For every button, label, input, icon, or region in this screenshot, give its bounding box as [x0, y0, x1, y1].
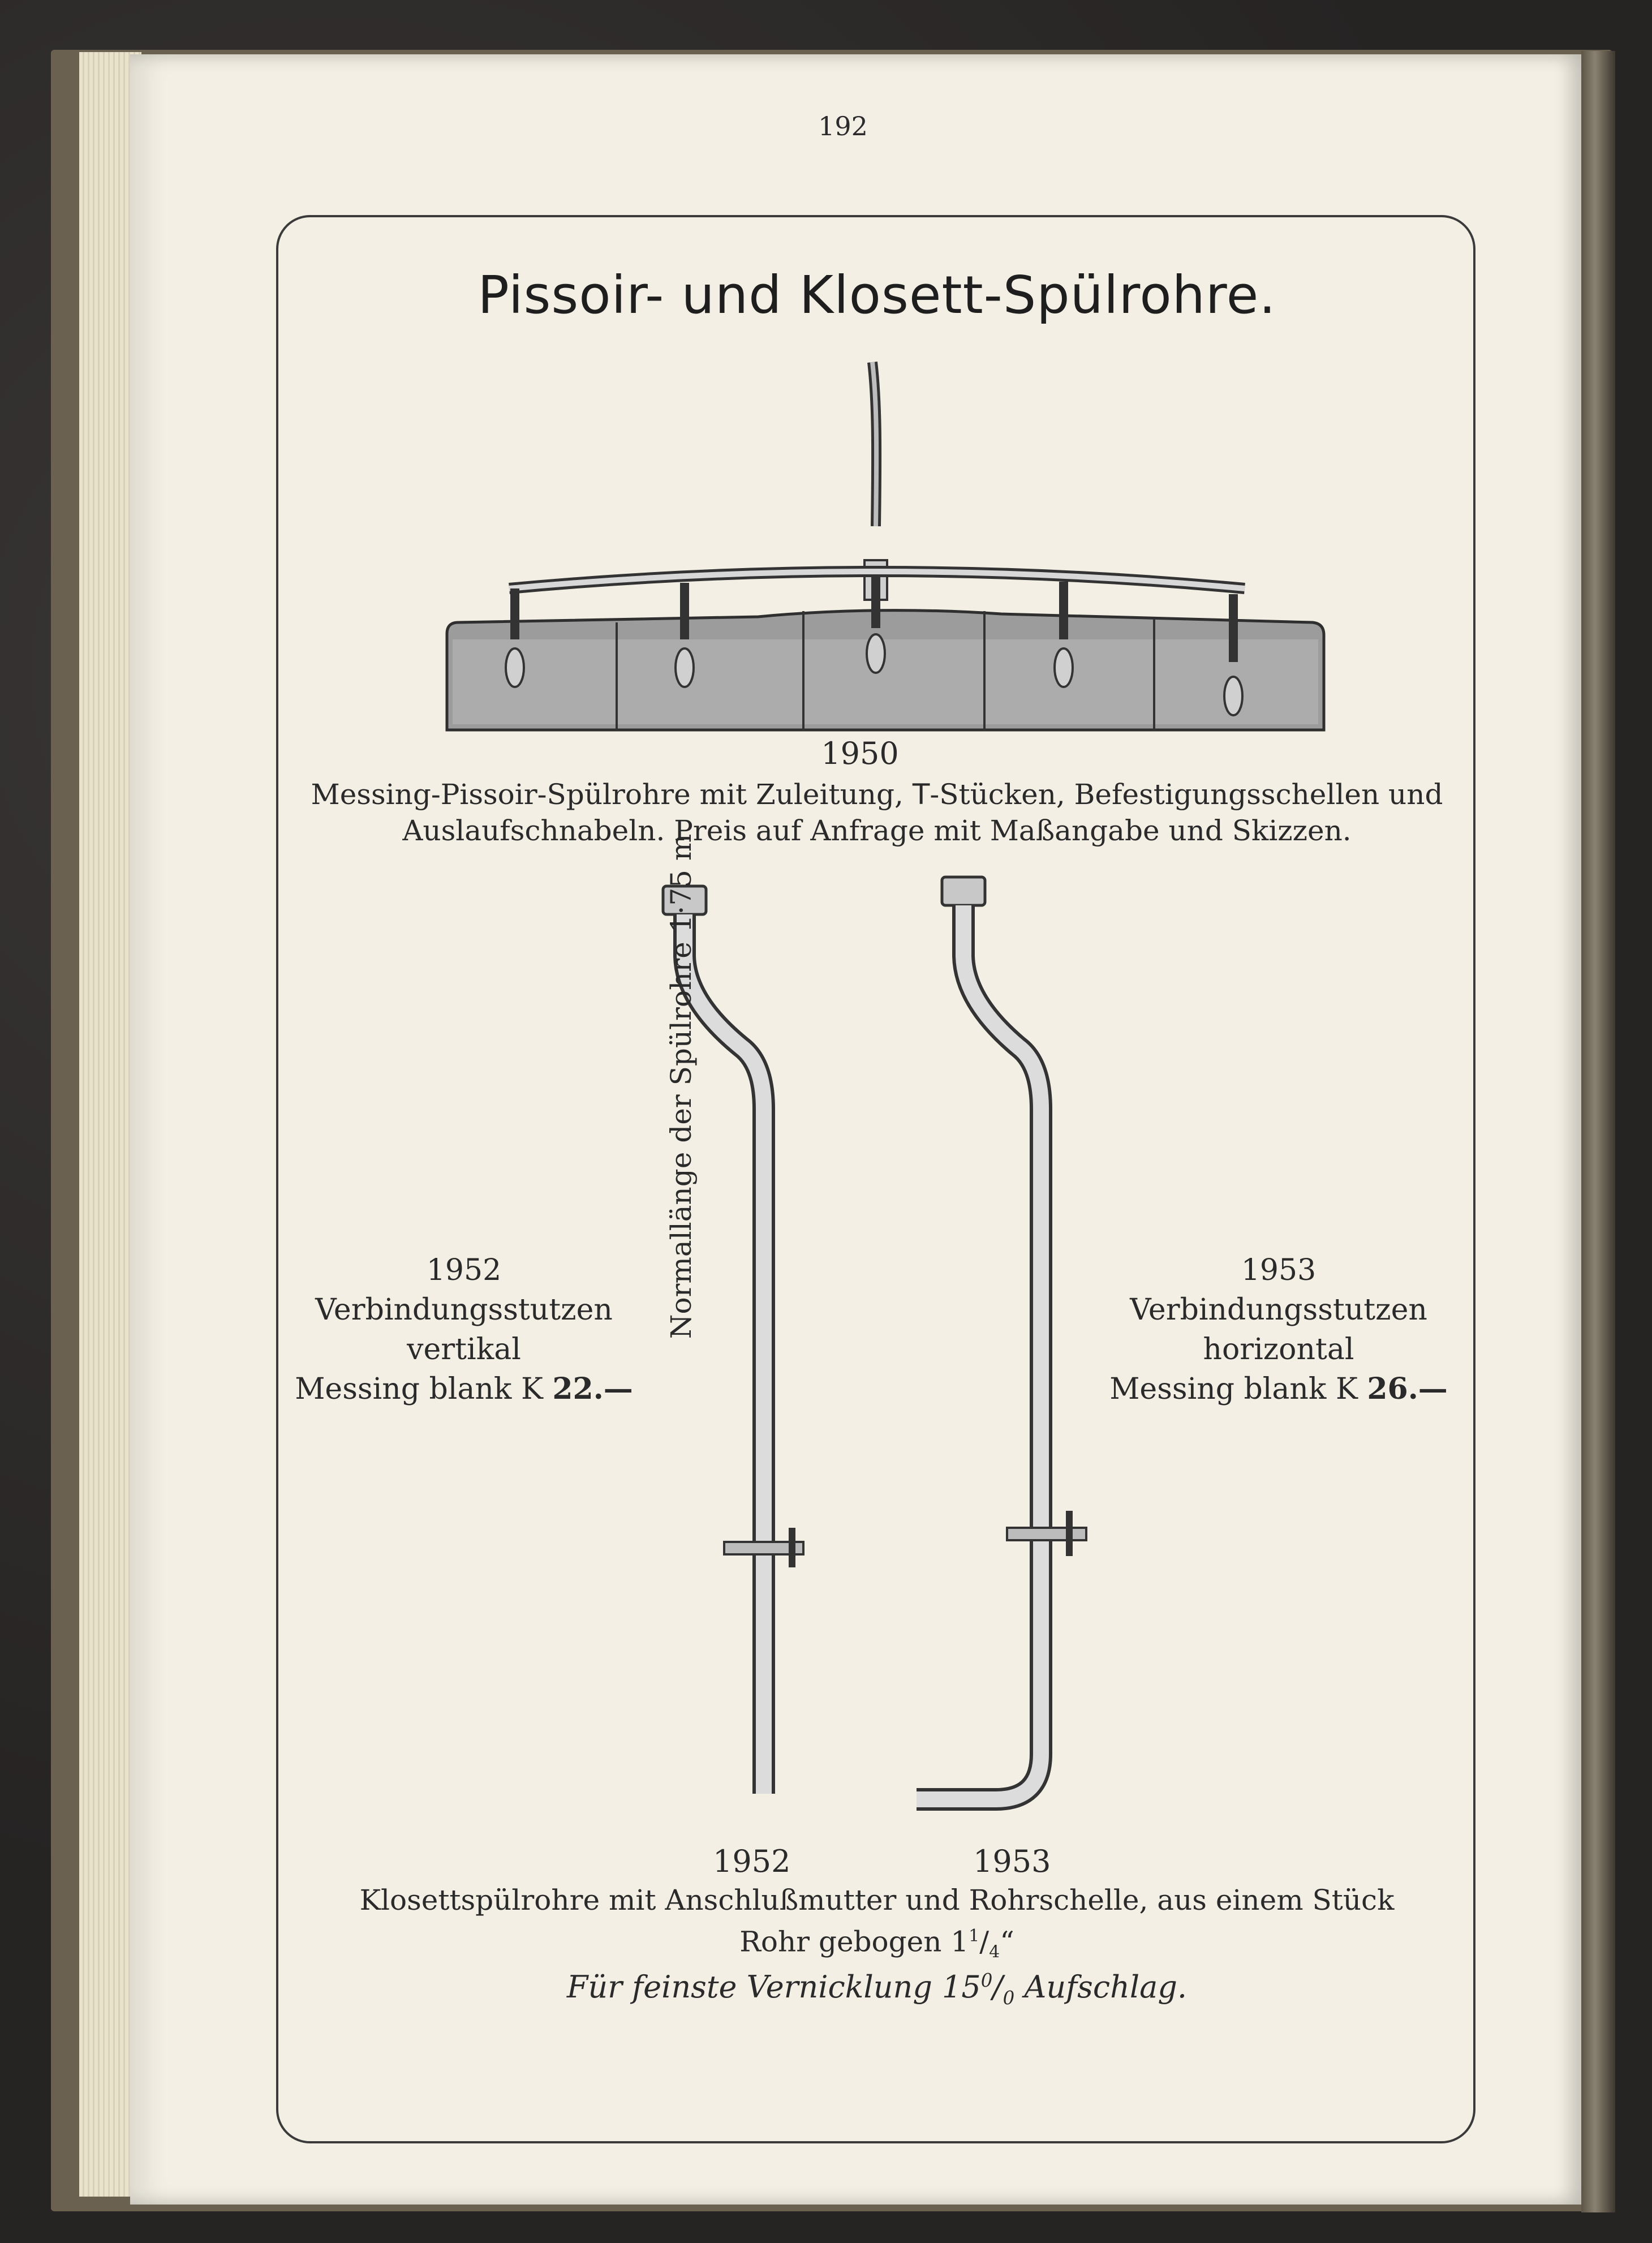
bottom-number-1953: 1953 — [973, 1844, 1051, 1879]
item-1953-price-prefix: Messing blank K — [1109, 1372, 1367, 1406]
nickel-plating-note: Für feinste Vernicklung $15^0/_0$ Aufschlag. — [566, 1969, 1188, 2009]
bottom-description-line-1: Klosettspülrohre mit Anschlußmutter und Rohrschelle, aus einem Stück — [359, 1884, 1395, 1917]
page-title: Pissoir- und Klosett-Spülrohre. — [477, 265, 1276, 325]
item-number-1953: 1953 — [1241, 1253, 1317, 1287]
item-1953-price-line — [1098, 1369, 1460, 1409]
item-1952-line-1: Verbindungsstutzen — [315, 1293, 613, 1327]
illustration-1950-urinal-flush-pipe — [441, 356, 1330, 741]
desc-1950-part-b: -Stücken, Befestigungsschellen und — [930, 778, 1443, 811]
bottom-description-line-2: Rohr gebogen $1^1/_4“$ — [739, 1925, 1014, 1962]
percent-sub: 0 — [1003, 1987, 1015, 2009]
facing-page-edge — [1581, 51, 1615, 2212]
item-1952-price-prefix: Messing blank K — [295, 1372, 553, 1406]
item-block-1952 — [283, 1251, 645, 1409]
vertical-normal-length-note: Normallänge der Spülrohre 1·75 m — [665, 833, 698, 1339]
percent-sup: 0 — [980, 1970, 993, 1991]
desc-1950-line-2: Auslaufschnabeln. Preis auf Anfrage mit Maßangabe und Skizzen. — [402, 814, 1352, 847]
inch-mark: “ — [1000, 1925, 1014, 1958]
item-1952-line-2: vertikal — [407, 1333, 521, 1367]
desc-1950-t-letter: T — [912, 778, 930, 811]
item-1953-line-1: Verbindungsstutzen — [1130, 1293, 1427, 1327]
note-text-b: Aufschlag. — [1014, 1969, 1188, 2005]
item-number-1952: 1952 — [426, 1253, 502, 1287]
bottom-description — [294, 1882, 1460, 1971]
item-1952-price: 22.— — [552, 1372, 633, 1406]
bottom-line-2-text: Rohr gebogen 1 — [739, 1925, 969, 1958]
pipe-1953 — [917, 877, 1086, 1799]
fraction-numerator: 1 — [969, 1926, 980, 1946]
item-description-1950 — [294, 776, 1460, 849]
bottom-number-1952: 1952 — [713, 1844, 791, 1879]
page-number: 192 — [818, 111, 868, 141]
item-1953-line-2: horizontal — [1203, 1333, 1354, 1367]
item-number-1950: 1950 — [821, 736, 899, 771]
note-text-a: Für feinste Vernicklung 15 — [566, 1969, 981, 2005]
desc-1950-part-a: Messing-Pissoir-Spülrohre mit Zuleitung, — [311, 778, 904, 811]
item-block-1953 — [1098, 1251, 1460, 1409]
fraction-denominator: 4 — [989, 1942, 1000, 1962]
item-1953-price: 26.— — [1367, 1372, 1448, 1406]
item-1952-price-line — [283, 1369, 645, 1409]
